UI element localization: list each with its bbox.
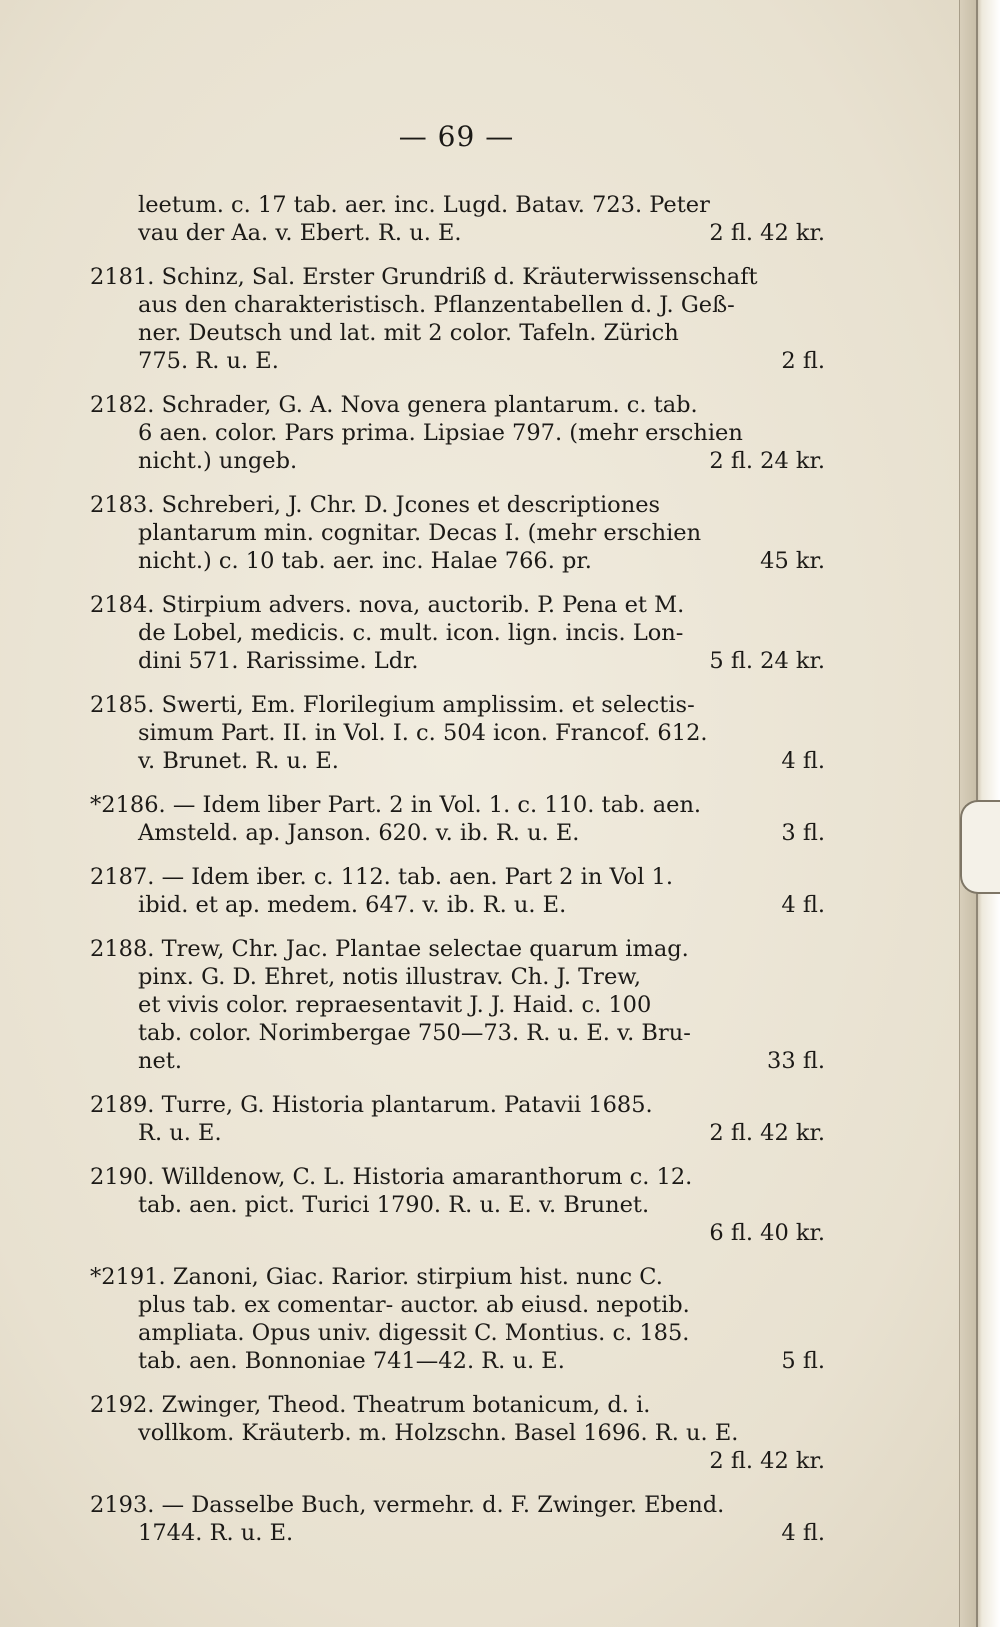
entry-line: — Idem iber. c. 112. tab. aen. Part 2 in Vol 1. — [161, 864, 674, 890]
catalog-entry — [90, 1091, 825, 1147]
entry-line: simum Part. II. in Vol. I. c. 504 icon. Francof. 612. — [138, 720, 708, 746]
entry-line: aus den charakteristisch. Pflanzentabellen d. J. Geß- — [138, 292, 735, 318]
entry-line: ampliata. Opus univ. digessit C. Montius. c. 185. — [138, 1320, 690, 1346]
entry-line: vau der Aa. v. Ebert. R. u. E. — [138, 220, 462, 246]
page-number: — 69 — — [398, 120, 515, 153]
entry-price: 5 fl. — [781, 1348, 825, 1374]
entry-price: 2 fl. 42 kr. — [709, 1120, 825, 1146]
entry-line: 6 aen. color. Pars prima. Lipsiae 797. (mehr erschien — [138, 420, 743, 446]
entry-line: nicht.) c. 10 tab. aer. inc. Halae 766. pr. — [138, 548, 592, 574]
catalog-entry — [90, 863, 825, 919]
entry-number: *2191. — [90, 1264, 166, 1290]
entry-line: Turre, G. Historia plantarum. Patavii 1685. — [161, 1092, 653, 1118]
entry-line: 775. R. u. E. — [138, 348, 279, 374]
entry-line: et vivis color. repraesentavit J. J. Haid. c. 100 — [138, 992, 652, 1018]
entry-price: 4 fl. — [781, 748, 825, 774]
entry-number: 2185. — [90, 692, 155, 718]
entry-line: pinx. G. D. Ehret, notis illustrav. Ch. J. Trew, — [138, 964, 641, 990]
entry-number: 2193. — [90, 1492, 155, 1518]
entry-price: 2 fl. — [781, 348, 825, 374]
entry-line: Stirpium advers. nova, auctorib. P. Pena et M. — [161, 592, 685, 618]
entry-line: dini 571. Rarissime. Ldr. — [138, 648, 419, 674]
entry-line: Swerti, Em. Florilegium amplissim. et selectis- — [161, 692, 695, 718]
entry-line: plus tab. ex comentar- auctor. ab eiusd. nepotib. — [138, 1292, 690, 1318]
entry-number: 2192. — [90, 1392, 155, 1418]
entry-line: de Lobel, medicis. c. mult. icon. lign. incis. Lon- — [138, 620, 684, 646]
catalog-entry — [90, 1391, 825, 1475]
entry-price: 2 fl. 42 kr. — [709, 220, 825, 246]
entry-number: 2188. — [90, 936, 155, 962]
entry-line: plantarum min. cognitar. Decas I. (mehr erschien — [138, 520, 702, 546]
entry-line: R. u. E. — [138, 1120, 222, 1146]
entry-line: v. Brunet. R. u. E. — [138, 748, 339, 774]
catalog-entry — [90, 191, 825, 247]
entry-number: 2181. — [90, 264, 155, 290]
catalog-entry — [90, 1263, 825, 1375]
entry-line: ibid. et ap. medem. 647. v. ib. R. u. E. — [138, 892, 567, 918]
entry-line: 1744. R. u. E. — [138, 1520, 294, 1546]
entry-number: *2186. — [90, 792, 166, 818]
entry-line: Trew, Chr. Jac. Plantae selectae quarum imag. — [161, 936, 689, 962]
entry-line: tab. aen. pict. Turici 1790. R. u. E. v. Brunet. — [138, 1192, 650, 1218]
page-tab-notch — [960, 800, 1000, 894]
catalog-entry — [90, 1491, 825, 1547]
entry-line: vollkom. Kräuterb. m. Holzschn. Basel 1696. R. u. E. — [138, 1420, 739, 1446]
entry-line: Schinz, Sal. Erster Grundriß d. Kräuterwissenschaft — [161, 264, 758, 290]
entry-line: — Idem liber Part. 2 in Vol. 1. c. 110. tab. aen. — [172, 792, 702, 818]
entry-number: 2189. — [90, 1092, 155, 1118]
entry-price: 45 kr. — [760, 548, 825, 574]
entry-number: 2190. — [90, 1164, 155, 1190]
entry-line: Zanoni, Giac. Rarior. stirpium hist. nunc C. — [172, 1264, 663, 1290]
entry-line: Zwinger, Theod. Theatrum botanicum, d. i. — [161, 1392, 651, 1418]
entry-line: ner. Deutsch und lat. mit 2 color. Tafeln. Zürich — [138, 320, 679, 346]
entry-price: 2 fl. 24 kr. — [709, 448, 825, 474]
entry-price: 6 fl. 40 kr. — [709, 1220, 825, 1246]
catalog-entry — [90, 391, 825, 475]
catalog-entry — [90, 491, 825, 575]
entry-line: leetum. c. 17 tab. aer. inc. Lugd. Batav. 723. Peter — [138, 192, 710, 218]
page-content — [90, 120, 825, 1563]
entry-price: 2 fl. 42 kr. — [709, 1448, 825, 1474]
entry-line: Schrader, G. A. Nova genera plantarum. c. tab. — [161, 392, 698, 418]
entry-price: 5 fl. 24 kr. — [709, 648, 825, 674]
entry-line: Amsteld. ap. Janson. 620. v. ib. R. u. E. — [138, 820, 580, 846]
entry-price: 4 fl. — [781, 1520, 825, 1546]
entry-number: 2184. — [90, 592, 155, 618]
catalog-entry — [90, 263, 825, 375]
entry-number: 2187. — [90, 864, 155, 890]
catalog-entry — [90, 691, 825, 775]
entry-price: 4 fl. — [781, 892, 825, 918]
entry-line: — Dasselbe Buch, vermehr. d. F. Zwinger. Ebend. — [161, 1492, 725, 1518]
entry-line: net. — [138, 1048, 183, 1074]
catalog-entry — [90, 591, 825, 675]
entry-line: Schreberi, J. Chr. D. Jcones et descriptiones — [161, 492, 661, 518]
entry-price: 3 fl. — [781, 820, 825, 846]
catalog-entry — [90, 1163, 825, 1247]
entry-number: 2183. — [90, 492, 155, 518]
entry-line: Willdenow, C. L. Historia amaranthorum c. 12. — [161, 1164, 693, 1190]
catalog-entry — [90, 935, 825, 1075]
entry-line: tab. color. Norimbergae 750—73. R. u. E. v. Bru- — [138, 1020, 691, 1046]
entry-line: nicht.) ungeb. — [138, 448, 298, 474]
entry-line: tab. aen. Bonnoniae 741—42. R. u. E. — [138, 1348, 565, 1374]
catalog-entry — [90, 791, 825, 847]
entry-number: 2182. — [90, 392, 155, 418]
entry-price: 33 fl. — [767, 1048, 825, 1074]
